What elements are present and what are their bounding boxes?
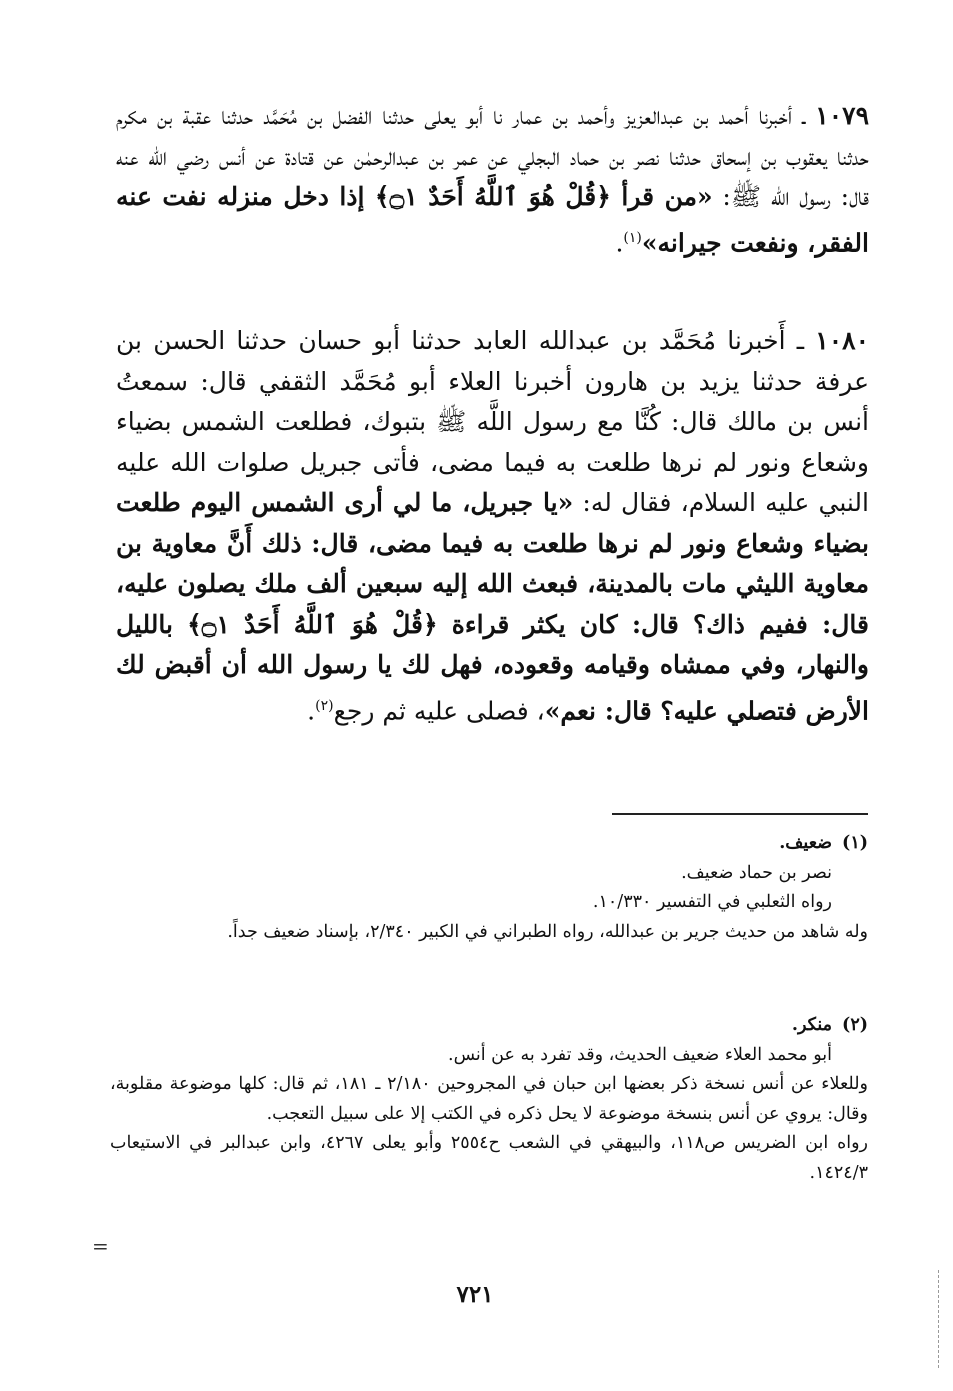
footnote-line: رواه ابن الضريس ص١١٨، والبيهقي في الشعب ح٢٥٥٤ وأبو يعلى ٤٢٦٧، وابن عبدالبر في الاستيعاب ١٤٢٤/٣. [110,1133,869,1183]
hadith-number: ١٠٧٩ [815,101,869,130]
hadith-end-mark: . [307,695,316,725]
page-number: ٧٢١ [456,1281,494,1308]
footnote-grade: ضعيف. [779,833,832,853]
scan-edge-line [938,1270,939,1368]
hadith-1080 [116,321,869,731]
hadith-number: ١٠٨٠ [815,326,869,355]
footnote-heading [110,1011,868,1041]
hadith-1079 [116,96,869,263]
footnote-line: رواه الثعلبي في التفسير ١٠/٣٣٠. [592,892,832,912]
footnote-1 [110,829,868,947]
hadith-matn: «يا جبريل، ما لي أرى الشمس اليوم طلعت بضياء وشعاع ونور لم نرها طلعت به فيما مضى، قال: ذلك أَنَّ معاوية بن معاوية الليثي مات بالمدينة، فبعث الله إليه سبعين ألف ملك يصلون عليه، قال: ففيم ذاك؟ قال: كان يكثر قراءة ﴿قُلْ هُوَ ٱللَّهُ أَحَدٌ ۝١﴾ بالليل والنهار، وفي ممشاه وقيامه وقعوده، فهل لك يا رسول الله أن أقبض لك الأرض فتصلي عليه؟ قال: نعم» [116,488,869,725]
footnote-number: (١) [842,833,868,853]
footnote-line: وله شاهد من حديث جرير بن عبدالله، رواه الطبراني في الكبير ٢/٣٤٠، بإسناد ضعيف جداً. [227,921,868,942]
footnote-line: نصر بن حماد ضعيف. [681,862,832,883]
footnote-line: وللعلاء عن أنس نسخة ذكر بعضها ابن حبان في المجروحين ٢/١٨٠ ـ ١٨١، ثم قال: كلها موضوعة مقلوبة، وقال: يروي عن أنس بنسخة موضوعة لا يحل ذكره في الكتب إلا على سبيل التعجب. [110,1074,868,1124]
continuation-mark: = [92,1234,109,1258]
footnote-2 [110,1011,868,1188]
hadith-matn: «من قرأ ﴿قُلْ هُوَ ٱللَّهُ أَحَدٌ ۝١﴾ إذا دخل منزله نفت عنه الفقر، ونفعت جيرانه» [116,182,869,257]
footnote-number: (٢) [842,1015,868,1035]
hadith-text-after: ، فصلى عليه ثم رجع [333,695,545,725]
footnote-reference: (٢) [315,697,334,714]
footnote-line: أبو محمد العلاء ضعيف الحديث، وقد تفرد به عن أنس. [448,1044,832,1065]
footnote-grade: منكر. [791,1015,832,1035]
footnote-heading [110,829,868,859]
hadith-text: ـ أَخبرنا مُحَمَّد بن عبدالله العابد حدثنا أبو حسان حدثنا الحسن بن عرفة حدثنا يزيد بن هارون أخبرنا العلاء أبو مُحَمَّد الثقفي قال: سمعتُ أنس بن مالك قال: كُنَّا مع رسول اللَّه ﷺ بتبوك، فطلعت الشمس بضياء وشعاع ونور لم نرها طلعت به فيما مضى، فأتى جبريل صلوات الله عليه النبي عليه السلام، فقال له: [116,326,869,517]
footnote-reference: (١) [623,229,642,246]
footnote-divider [612,813,868,815]
hadith-end-mark: . [615,227,624,257]
hadith-text: ـ أخبرنا أحمد بن عبدالعزيز وأحمد بن عمار نا أبو يعلى حدثنا الفضل بن مُحَمَّد حدثنا عقبة بن مكرم حدثنا يعقوب بن إسحاق حدثنا نصر بن حماد البجلي عن عمر بن عبدالرحمٰن عن قتادة عن أنس رضي الله عنه قال: رسول الله ﷺ: [116,101,869,211]
